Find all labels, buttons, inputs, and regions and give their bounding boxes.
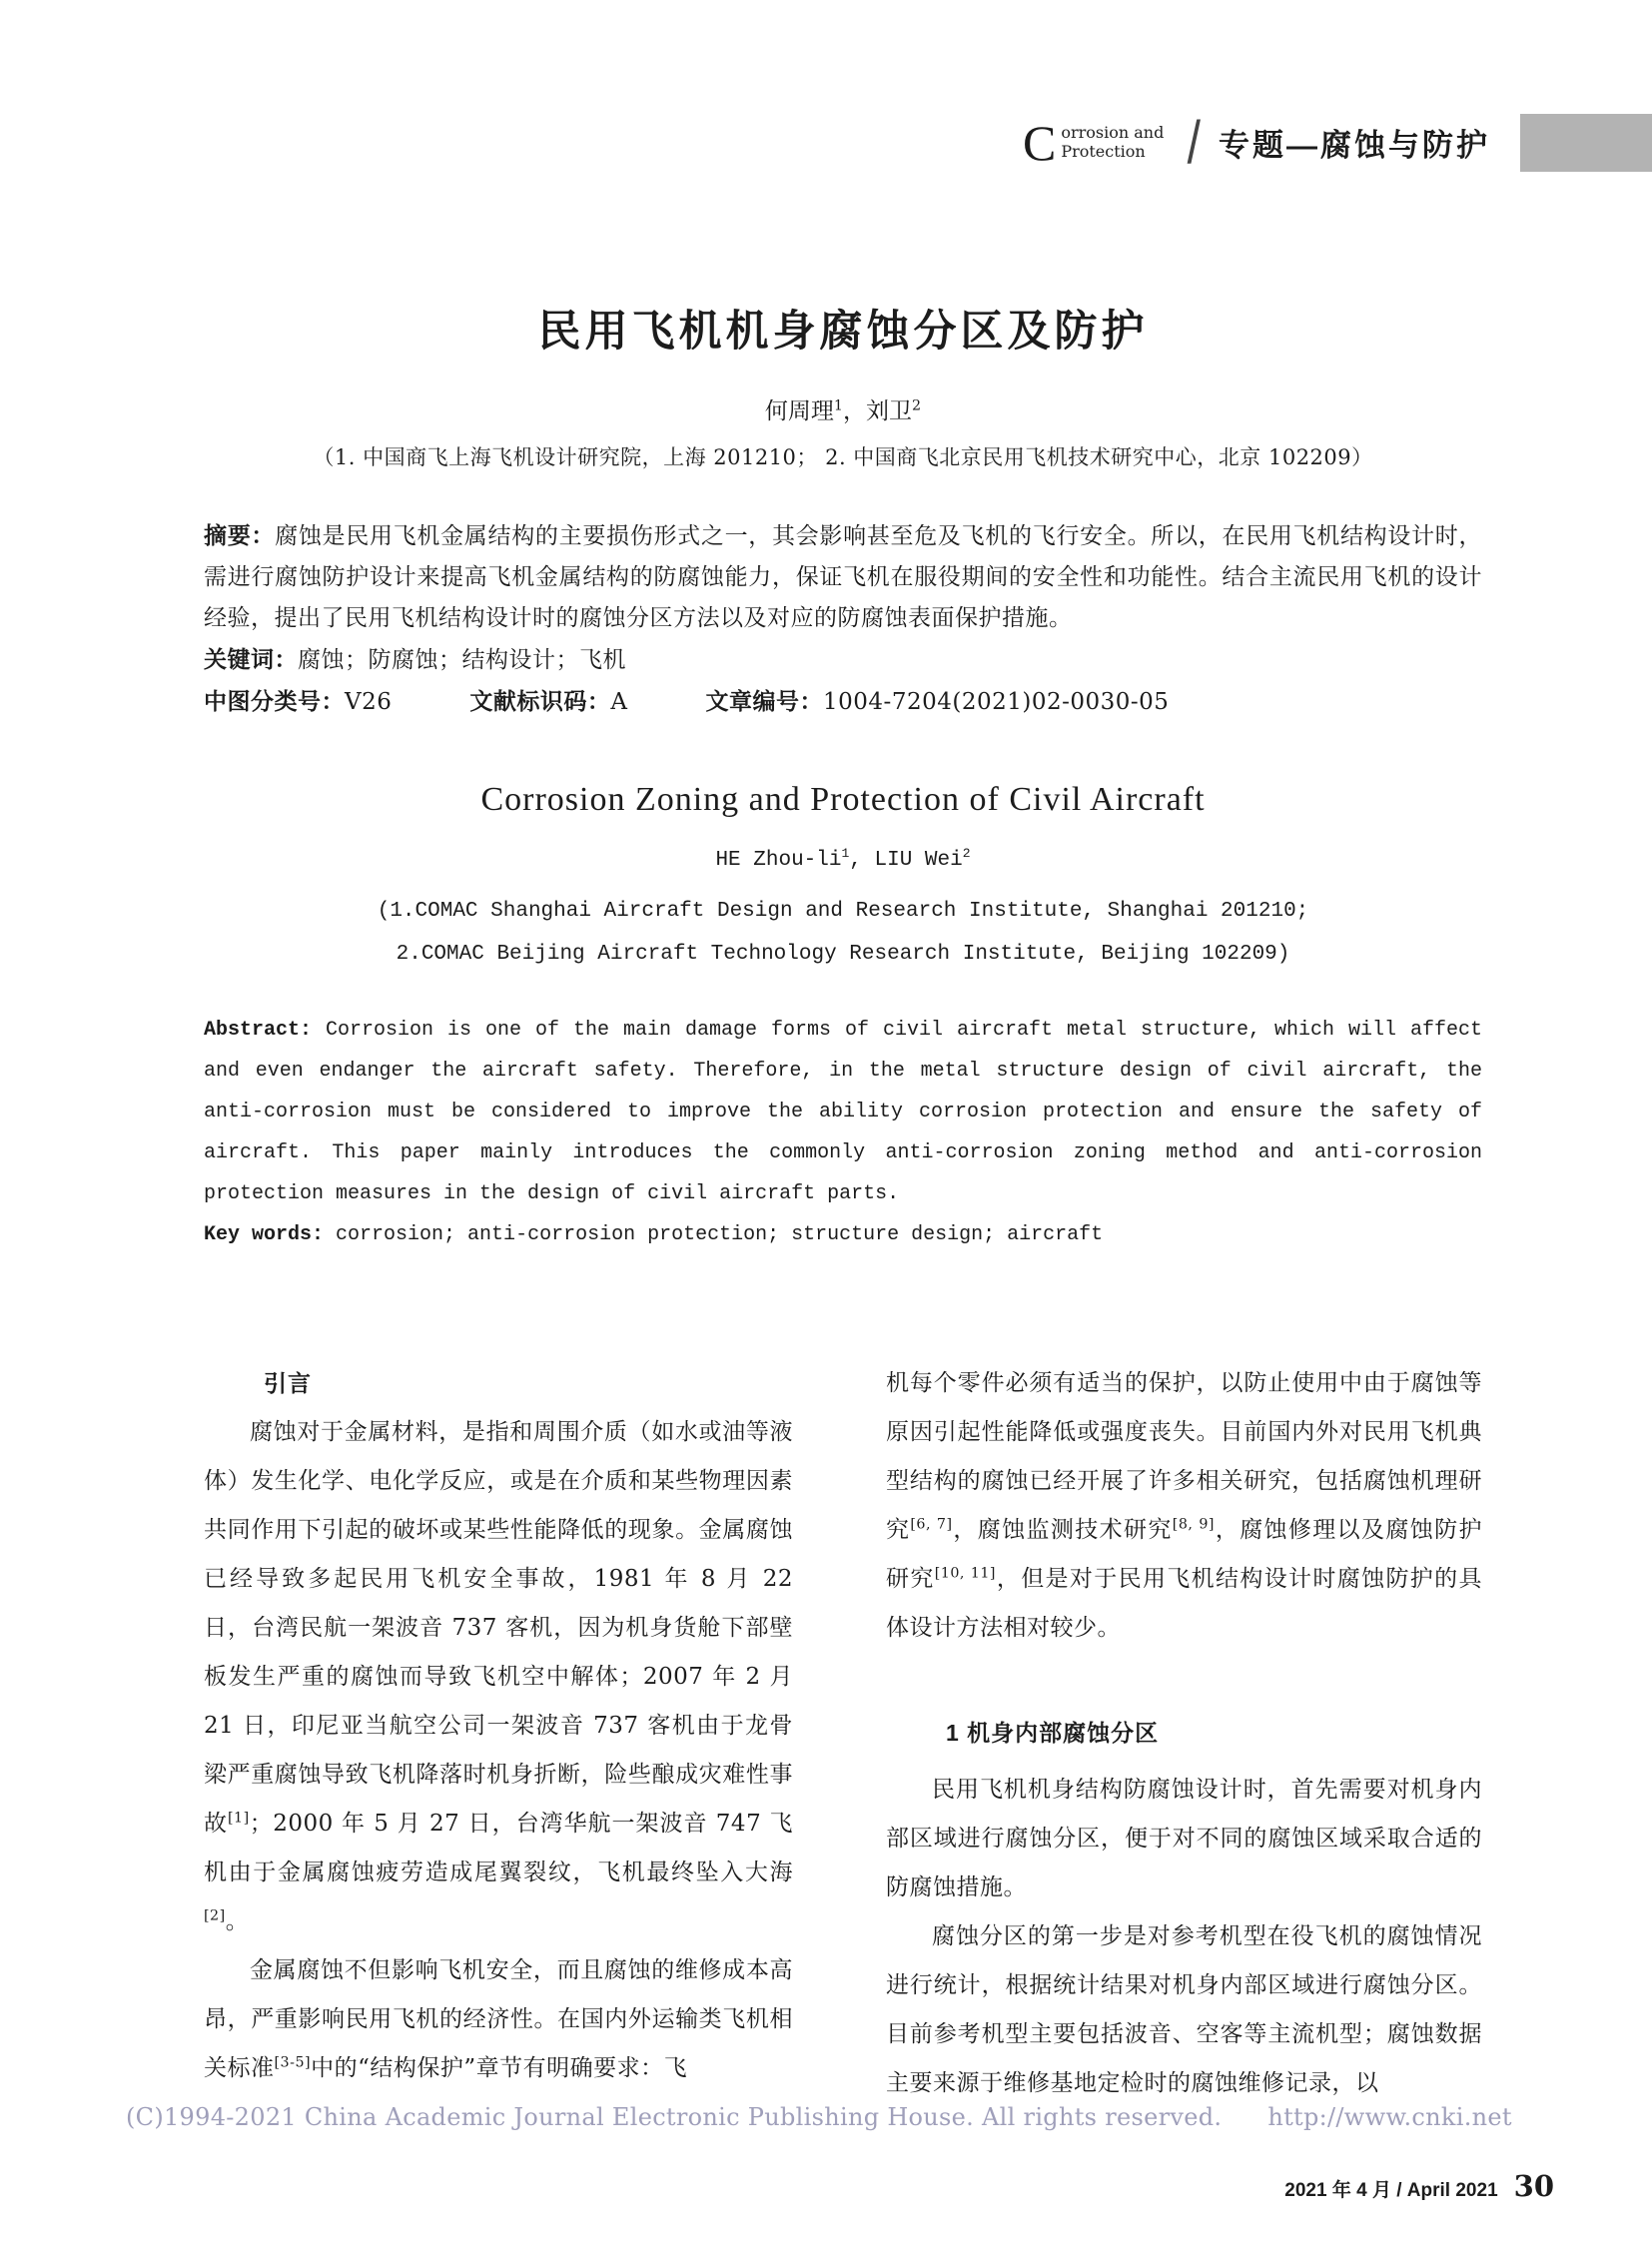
body-paragraph: 腐蚀对于金属材料，是指和周围介质（如水或油等液体）发生化学、电化学反应，或是在介质和某些物理因素共同作用下引起的破坏或某些性能降低的现象。金属腐蚀已经导致多起民用飞机安全事故，1981 年 8 月 22 日，台湾民航一架波音 737 客机，因为机身货舱下部壁板发生严重的腐蚀而导致飞机空中解体；2007 年 2 月 21 日，印尼亚当航空公司一架波音 737 客机由于龙骨梁严重腐蚀导致飞机降落时机身折断，险些酿成灾难性事故[1]；2000 年 5 月 27 日，台湾华航一架波音 747 飞机由于金属腐蚀疲劳造成尾翼裂纹，飞机最终坠入大海[2]。 [204, 1419, 794, 1934]
keywords-en [204, 1214, 1482, 1255]
abstract-text-en: Corrosion is one of the main damage forms of civil aircraft metal structure, which will affect and even endanger the aircraft safety. Therefore, in the metal structure design of civil aircraft, the anti-corrosion must be considered to improve the ability corrosion protection and ensure the safety of aircraft. This paper mainly introduces the commonly anti-corrosion zoning method and anti-corrosion protection measures in the design of civil aircraft parts. [204, 1019, 1482, 1205]
abstract-cn [204, 515, 1482, 639]
doc-code-value: A [610, 689, 628, 715]
body-paragraph: 机每个零件必须有适当的保护，以防止使用中由于腐蚀等原因引起性能降低或强度丧失。目前国内外对民用飞机典型结构的腐蚀已经开展了许多相关研究，包括腐蚀机理研究[6, 7]，腐蚀监测技术研究[8, 9]，腐蚀修理以及腐蚀防护研究[10, 11]，但是对于民用飞机结构设计时腐蚀防护的具体设计方法相对较少。 [886, 1370, 1483, 1641]
body-column-right [886, 1359, 1482, 2108]
clc-label: 中图分类号： [204, 688, 345, 714]
body-paragraph: 金属腐蚀不但影响飞机安全，而且腐蚀的维修成本高昂，严重影响民用飞机的经济性。在国内外运输类飞机相关标准[3-5]中的“结构保护”章节有明确要求：飞 [204, 1957, 793, 2081]
issue-date-line [1284, 2169, 1554, 2203]
affiliation-en [204, 890, 1482, 976]
affiliation-en-line2: 2.COMAC Beijing Aircraft Technology Research Institute, Beijing 102209) [396, 943, 1290, 966]
clc-number [204, 689, 392, 715]
journal-logo-initial: C [1022, 114, 1057, 171]
abstract-label-en: Abstract: [204, 1019, 313, 1042]
keywords-label-en: Key words: [204, 1223, 325, 1246]
article-id-value: 1004-7204(2021)02-0030-05 [823, 689, 1170, 715]
article-id-label: 文章编号： [705, 688, 824, 714]
copyright-text: (C)1994-2021 China Academic Journal Electronic Publishing House. All rights reserved. [126, 2103, 1223, 2131]
abstract-en [204, 1010, 1482, 1214]
issue-date: 2021 年 4 月 / April 2021 [1284, 2180, 1498, 2201]
article-id [706, 689, 1170, 715]
keywords-cn [204, 639, 1482, 681]
document-code [469, 689, 627, 715]
copyright-footer [126, 2103, 1512, 2131]
clc-value: V26 [345, 689, 393, 715]
header-gray-block [1520, 114, 1652, 172]
authors-cn: 何周理$^1$，刘卫$^2$ [764, 397, 922, 424]
cnki-url: http://www.cnki.net [1267, 2103, 1512, 2131]
keywords-label-cn: 关键词： [204, 646, 298, 672]
journal-topic-title: 专题—腐蚀与防护 [1219, 128, 1490, 163]
body-column-left [204, 1359, 793, 2108]
keywords-text-en: corrosion; anti-corrosion protection; structure design; aircraft [324, 1223, 1104, 1246]
abstract-block-en [204, 1010, 1482, 1255]
article-title-en: Corrosion Zoning and Protection of Civil Aircraft [480, 781, 1206, 818]
affiliation-en-line1: (1.COMAC Shanghai Aircraft Design and Research Institute, Shanghai 201210; [377, 900, 1309, 923]
body-paragraph: 民用飞机机身结构防腐蚀设计时，首先需要对机身内部区域进行腐蚀分区，便于对不同的腐蚀区域采取合适的防腐蚀措施。 [886, 1777, 1482, 1900]
authors-en: HE Zhou-$li^1$, LIU Wei$^2$ [715, 846, 971, 872]
section1-heading: 1 机身内部腐蚀分区 [946, 1720, 1160, 1746]
page-number: 30 [1513, 2169, 1554, 2203]
affiliation-cn: （1. 中国商飞上海飞机设计研究院，上海 201210； 2. 中国商飞北京民用飞机技术研究中心，北京 102209） [313, 445, 1373, 469]
journal-logo-name-line1: orrosion and [1061, 123, 1165, 143]
body-columns [204, 1359, 1482, 2108]
abstract-label-cn: 摘要： [204, 522, 276, 548]
article-title-cn: 民用飞机机身腐蚀分区及防护 [537, 307, 1149, 357]
intro-heading: 引言 [264, 1370, 312, 1396]
journal-logo-name-line2: Protection [1061, 141, 1146, 161]
body-paragraph: 腐蚀分区的第一步是对参考机型在役飞机的腐蚀情况进行统计，根据统计结果对机身内部区域进行腐蚀分区。目前参考机型主要包括波音、空客等主流机型；腐蚀数据主要来源于维修基地定检时的腐蚀维修记录，以 [886, 1923, 1482, 2096]
abstract-text-cn: 腐蚀是民用飞机金属结构的主要损伤形式之一，其会影响甚至危及飞机的飞行安全。所以，在民用飞机结构设计时，需进行腐蚀防护设计来提高飞机金属结构的防腐蚀能力，保证飞机在服役期间的安全性和功能性。结合主流民用飞机的设计经验，提出了民用飞机结构设计时的腐蚀分区方法以及对应的防腐蚀表面保护措施。 [204, 523, 1483, 631]
abstract-block-cn [204, 515, 1482, 723]
doc-code-label: 文献标识码： [469, 688, 611, 714]
classification-line [204, 681, 1482, 723]
header-slash-divider: / [1187, 109, 1202, 176]
keywords-text-cn: 腐蚀；防腐蚀；结构设计；飞机 [298, 647, 626, 673]
article-content [204, 0, 1482, 2108]
